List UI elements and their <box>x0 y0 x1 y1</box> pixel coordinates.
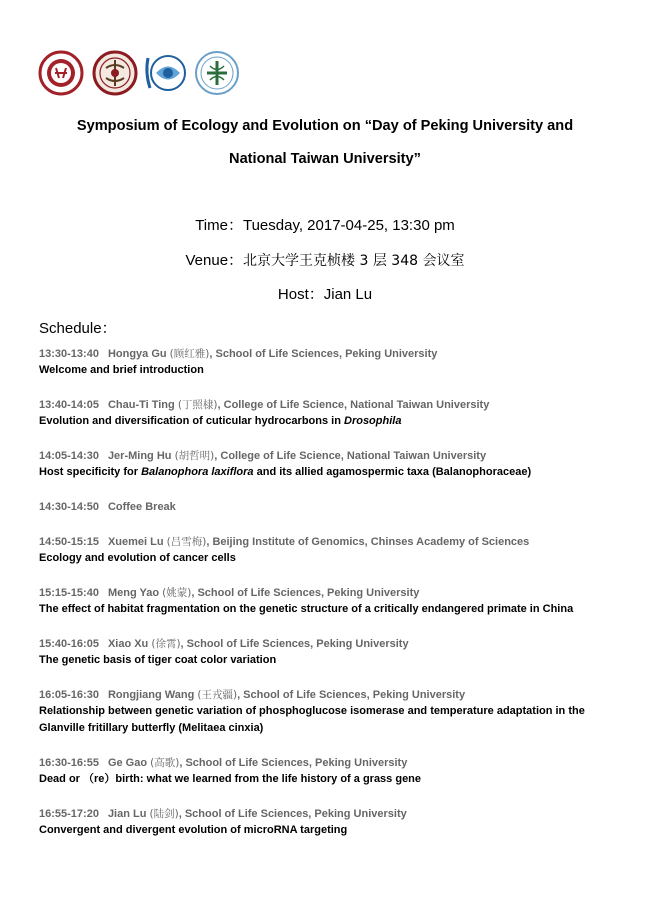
schedule-item-header <box>39 637 619 652</box>
venue-value: 北京大学王克桢楼 3 层 348 会议室 <box>243 253 465 269</box>
talk-title-text: Host specificity for <box>39 466 142 478</box>
event-venue <box>20 251 630 271</box>
talk-title <box>39 652 619 669</box>
page-title-line-1: Symposium of Ecology and Evolution on “Day of Peking University and <box>76 118 574 134</box>
talk-title <box>39 464 619 481</box>
talk-title <box>39 771 619 788</box>
schedule-time: 14:30-14:50 <box>39 501 99 513</box>
schedule-item-header <box>39 807 619 822</box>
speaker-chinese-name: (胡哲明) <box>174 450 215 462</box>
speaker-chinese-name: (高歌) <box>150 757 180 769</box>
schedule-item-header <box>39 347 619 362</box>
talk-title-text: Ecology and evolution of cancer cells <box>39 552 236 564</box>
schedule-time: 15:40-16:05 <box>39 638 99 650</box>
speaker-chinese-name: (顾红雅) <box>169 348 210 360</box>
page-title-line-2: National Taiwan University” <box>229 151 421 167</box>
speaker-affiliation: , School of Life Sciences, Peking University <box>178 808 407 820</box>
speaker-affiliation: , School of Life Sciences, Peking University <box>209 348 438 360</box>
schedule-item <box>39 347 619 379</box>
talk-title-text: Evolution and diversification of cuticular hydrocarbons in <box>39 415 344 427</box>
talk-title-species: Drosophila <box>344 415 402 427</box>
schedule-heading: Schedule： <box>39 320 117 337</box>
logo-row <box>38 50 248 96</box>
schedule-item <box>39 637 619 669</box>
talk-title-text: Convergent and divergent evolution of microRNA targeting <box>39 824 348 836</box>
schedule-item <box>39 398 619 430</box>
speaker-name: Ge Gao <box>107 757 148 769</box>
talk-title-text: The effect of habitat fragmentation on the genetic structure of a critically endangered primate in China <box>39 603 574 615</box>
speaker-affiliation: , College of Life Science, National Taiwan University <box>214 450 487 462</box>
talk-title <box>39 550 619 567</box>
schedule-item <box>39 500 619 515</box>
schedule-item <box>39 449 619 481</box>
speaker-affiliation: , College of Life Science, National Taiwan University <box>217 399 490 411</box>
speaker-chinese-name: (姚蒙) <box>162 587 192 599</box>
talk-title <box>39 601 619 618</box>
speaker-affiliation: , Beijing Institute of Genomics, Chinses Academy of Sciences <box>206 536 530 548</box>
schedule-item-header <box>39 586 619 601</box>
talk-title-text-rest: and its allied agamospermic taxa (Balanophoraceae) <box>253 466 532 478</box>
schedule-time: 13:30-13:40 <box>39 348 99 360</box>
speaker-name: Rongjiang Wang <box>107 689 195 701</box>
peking-university-seal-icon <box>38 50 84 96</box>
talk-title-text: The genetic basis of tiger coat color variation <box>39 654 277 666</box>
schedule-time: 15:15-15:40 <box>39 587 99 599</box>
schedule-time: 14:05-14:30 <box>39 450 99 462</box>
speaker-name: Jian Lu <box>107 808 147 820</box>
speaker-affiliation: , School of Life Sciences, Peking University <box>191 587 420 599</box>
talk-title <box>39 703 619 737</box>
schedule-item <box>39 535 619 567</box>
schedule-item <box>39 807 619 839</box>
venue-label: Venue： <box>185 252 244 269</box>
speaker-name: Meng Yao <box>107 587 160 599</box>
speaker-name: Hongya Gu <box>107 348 167 360</box>
event-time <box>20 216 630 236</box>
schedule-time: 16:05-16:30 <box>39 689 99 701</box>
host-value: Jian Lu <box>323 286 373 303</box>
ntu-life-science-logo-icon <box>194 50 240 96</box>
talk-title-text: Dead or （re）birth: what we learned from the life history of a grass gene <box>39 773 422 785</box>
event-host <box>20 285 630 305</box>
speaker-chinese-name: (丁照棣) <box>177 399 218 411</box>
speaker-name: Jer-Ming Hu <box>107 450 172 462</box>
speaker-chinese-name: (王戎疆) <box>197 689 238 701</box>
schedule-item <box>39 756 619 788</box>
schedule-time: 16:55-17:20 <box>39 808 99 820</box>
schedule-item-header <box>39 756 619 771</box>
schedule-item-header <box>39 398 619 413</box>
schedule-item-header <box>39 449 619 464</box>
speaker-name: Xuemei Lu <box>107 536 164 548</box>
time-label: Time： <box>195 217 243 234</box>
talk-title-text: Welcome and brief introduction <box>39 364 204 376</box>
schedule-item <box>39 688 619 737</box>
national-taiwan-university-seal-icon <box>92 50 138 96</box>
speaker-affiliation: , School of Life Sciences, Peking University <box>237 689 466 701</box>
speaker-name: Xiao Xu <box>107 638 149 650</box>
schedule-item <box>39 586 619 618</box>
speaker-chinese-name: (徐霄) <box>151 638 181 650</box>
talk-title-species: Balanophora laxiflora <box>141 466 254 478</box>
schedule-time: 16:30-16:55 <box>39 757 99 769</box>
talk-title-text: Relationship between genetic variation of phosphoglucose isomerase and temperature adaptation in the Glanville fritillary butterfly (Melitaea cinxia) <box>39 705 585 734</box>
schedule-item-header <box>39 500 619 515</box>
speaker-name: Chau-Ti Ting <box>107 399 175 411</box>
coffee-break-label: Coffee Break <box>107 501 176 513</box>
talk-title <box>39 362 619 379</box>
schedule-item-header <box>39 688 619 703</box>
schedule-time: 13:40-14:05 <box>39 399 99 411</box>
time-value: Tuesday, 2017-04-25, 13:30 pm <box>242 217 455 234</box>
speaker-affiliation: , School of Life Sciences, Peking University <box>180 638 409 650</box>
speaker-chinese-name: (吕雪梅) <box>166 536 207 548</box>
schedule-item-header <box>39 535 619 550</box>
talk-title <box>39 822 619 839</box>
schedule-time: 14:50-15:15 <box>39 536 99 548</box>
talk-title <box>39 413 619 430</box>
host-label: Host： <box>277 286 324 303</box>
school-of-life-sciences-pku-logo-icon <box>142 50 188 96</box>
speaker-affiliation: , School of Life Sciences, Peking University <box>179 757 408 769</box>
speaker-chinese-name: (陆剑) <box>149 808 179 820</box>
